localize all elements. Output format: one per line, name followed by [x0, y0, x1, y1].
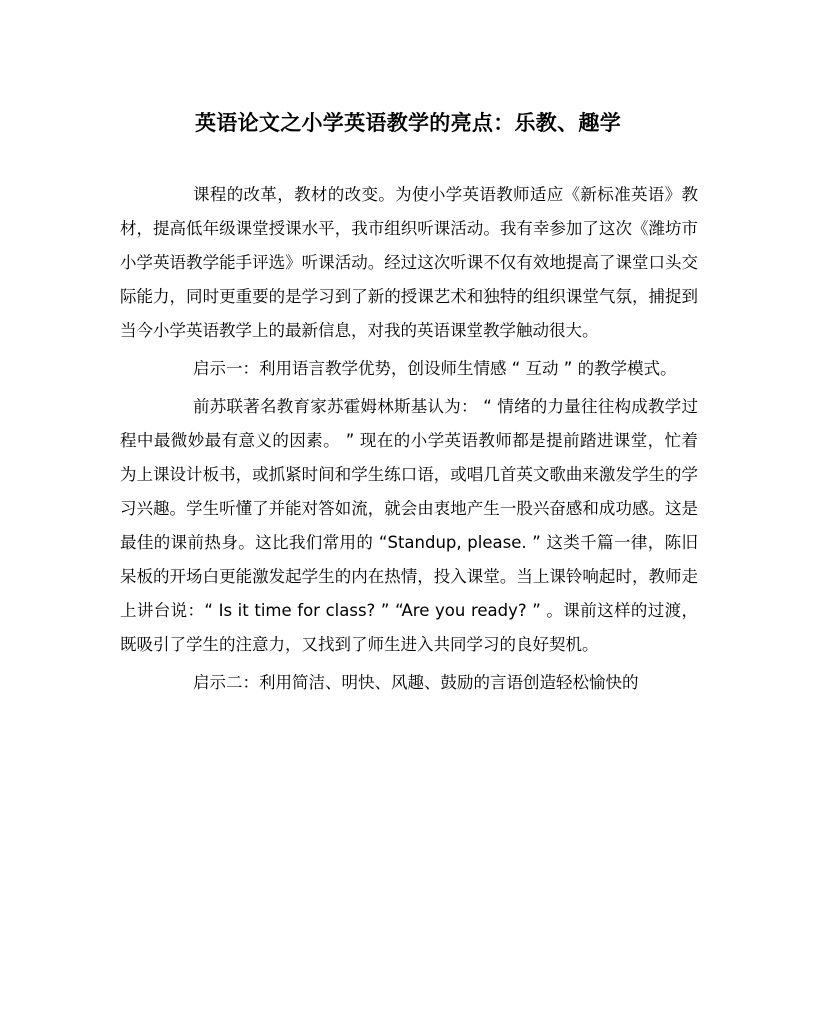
document-body [120, 178, 698, 704]
paragraph-insight-one-heading: 启示一：利用语言教学优势，创设师生情感 “ 互动 ” 的教学模式。 [193, 359, 677, 378]
paragraph-insight-one-body: 前苏联著名教育家苏霍姆林斯基认为： “ 情绪的力量往往构成教学过程中最微妙最有意义的因素。 ” 现在的小学英语教师都是提前踏进课堂，忙着为上课设计板书，或抓紧时间和学生练口语，或唱几首英文歌曲来激发学生的学习兴趣。学生听懂了并能对答如流，就会由衷地产生一股兴奋感和成功感。这是最佳的课前热身。这比我们常用的 “Standup, please. ” 这类千篇一律，陈旧呆板的开场白更能激发起学生的内在热情，投入课堂。当上课铃响起时，教师走上讲台说：“ Is it time for class? ” “Are you ready? ” 。课前这样的过渡，既吸引了学生的注意力，又找到了师生进入共同学习的良好契机。 [120, 397, 698, 654]
paragraph-insight-two-heading: 启示二：利用简洁、明快、风趣、鼓励的言语创造轻松愉快的 [193, 673, 639, 692]
document-title: 英语论文之小学英语教学的亮点：乐教、趣学 [195, 110, 621, 135]
paragraph-intro: 课程的改革，教材的改变。为使小学英语教师适应《新标准英语》教材，提高低年级课堂授课水平，我市组织听课活动。我有幸参加了这次《潍坊市小学英语教学能手评选》听课活动。经过这次听课不仅有效地提高了课堂口头交际能力，同时更重要的是学习到了新的授课艺术和独特的组织课堂气氛，捕捉到当今小学英语教学上的最新信息，对我的英语课堂教学触动很大。 [120, 185, 698, 340]
